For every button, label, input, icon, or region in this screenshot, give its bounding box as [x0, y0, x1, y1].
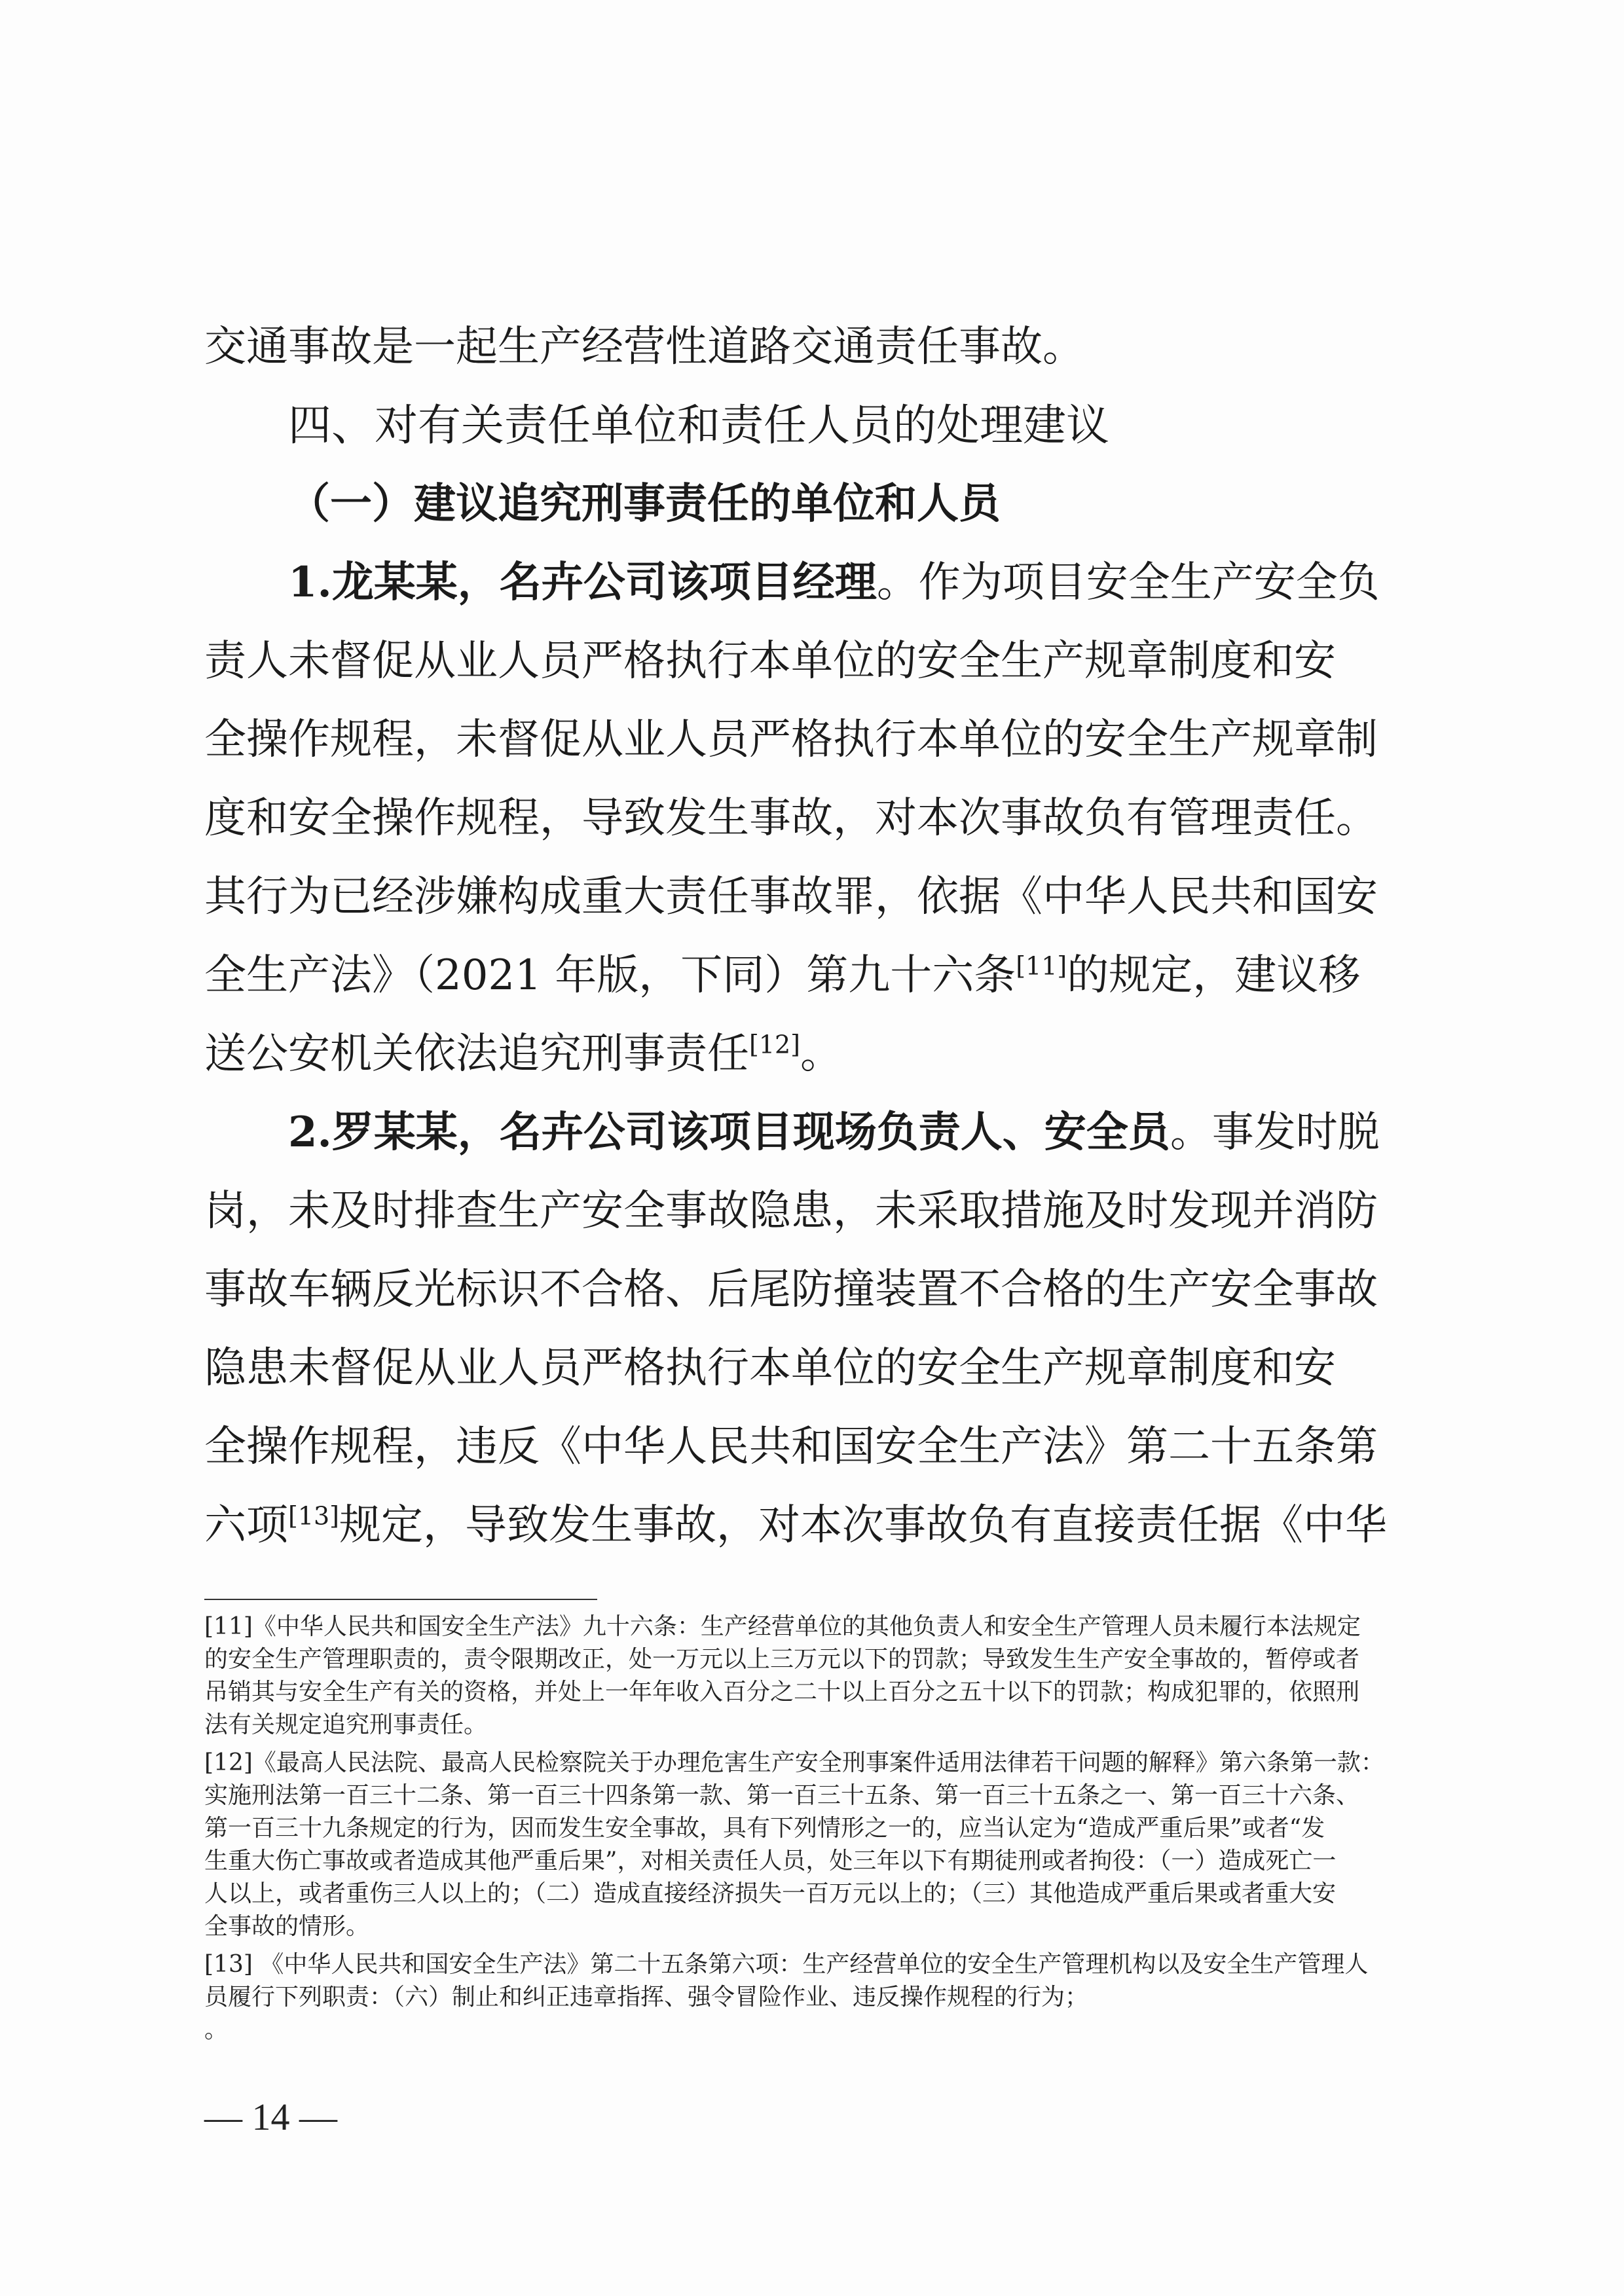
footnote-line: 人以上，或者重伤三人以上的；（二）造成直接经济损失一百万元以上的；（三）其他造成严重后果或者重大安 — [204, 1880, 1337, 1907]
paragraph-text: 。作为项目安全生产安全负 — [876, 558, 1380, 607]
footnote-ref-11[interactable]: [11] — [1016, 951, 1067, 981]
footnote-ref-13[interactable]: [13] — [288, 1501, 340, 1531]
paragraph-line: 其行为已经涉嫌构成重大责任事故罪，依据《中华人民共和国安 — [204, 873, 1378, 921]
page-number: — 14 — — [204, 2096, 337, 2138]
footnote-line: 。 — [204, 2016, 229, 2043]
footnote-line: 法有关规定追究刑事责任。 — [204, 1711, 488, 1738]
subsection-heading: （一）建议追究刑事责任的单位和人员 — [288, 479, 1001, 528]
paragraph-line — [204, 1486, 1414, 1565]
footnote-ref-12[interactable]: [12] — [749, 1030, 801, 1059]
item-2-lead: 2.罗某某，名卉公司该项目现场负责人、安全员 — [288, 1108, 1170, 1157]
paragraph-text: 全生产法》（2021 年版，下同）第九十六条 — [204, 951, 1016, 1000]
paragraph-line: 交通事故是一起生产经营性道路交通责任事故。 — [204, 323, 1084, 371]
footnote-line: 的安全生产管理职责的，责令限期改正，处一万元以上三万元以下的罚款；导致发生生产安全事故的，暂停或者 — [204, 1646, 1360, 1673]
paragraph-text: 。事发时脱 — [1170, 1108, 1380, 1157]
paragraph-text: 。 — [800, 1030, 843, 1078]
paragraph-line: 隐患未督促从业人员严格执行本单位的安全生产规章制度和安 — [204, 1344, 1336, 1393]
footnote-11 — [204, 1611, 1414, 1741]
paragraph-line — [204, 1015, 1414, 1093]
footnote-12 — [204, 1747, 1414, 1943]
footnote-line: [13] 《中华人民共和国安全生产法》第二十五条第六项：生产经营单位的安全生产管理机构以及安全生产管理人 — [204, 1951, 1369, 1978]
item-1-lead: 1.龙某某，名卉公司该项目经理 — [288, 558, 877, 607]
footnote-line: 员履行下列职责：（六）制止和纠正违章指挥、强令冒险作业、违反操作规程的行为； — [204, 1984, 1089, 2011]
footnote-divider — [204, 1599, 597, 1600]
paragraph-text: 送公安机关依法追究刑事责任 — [204, 1030, 749, 1078]
footnote-line: 生重大伤亡事故或者造成其他严重后果”，对相关责任人员，处三年以下有期徒刑或者拘役：（一）造成死亡一 — [204, 1848, 1337, 1874]
paragraph-text: 规定，导致发生事故，对本次事故负有直接责任据《中华 — [339, 1501, 1388, 1550]
footnote-line: 第一百三十九条规定的行为，因而发生安全事故，具有下列情形之一的，应当认定为“造成严重后果”或者“发 — [204, 1815, 1325, 1842]
paragraph-line: 全操作规程，违反《中华人民共和国安全生产法》第二十五条第 — [204, 1423, 1378, 1471]
paragraph-line: 度和安全操作规程，导致发生事故，对本次事故负有管理责任。 — [204, 794, 1378, 843]
paragraph-line: 岗，未及时排查生产安全事故隐患，未采取措施及时发现并消防 — [204, 1187, 1378, 1235]
footnote-line: 吊销其与安全生产有关的资格，并处上一年年收入百分之二十以上百分之五十以下的罚款；构成犯罪的，依照刑 — [204, 1679, 1360, 1705]
section-heading: 四、对有关责任单位和责任人员的处理建议 — [288, 400, 1109, 450]
paragraph-text: 六项 — [204, 1501, 288, 1550]
footnote-line: 实施刑法第一百三十二条、第一百三十四条第一款、第一百三十五条、第一百三十五条之一、第一百三十六条、 — [204, 1782, 1360, 1809]
paragraph-line: 全操作规程，未督促从业人员严格执行本单位的安全生产规章制 — [204, 716, 1378, 764]
item-2-first-line — [204, 1093, 1414, 1172]
paragraph-line — [204, 936, 1414, 1015]
paragraph-text: 的规定，建议移 — [1067, 951, 1361, 1000]
paragraph-line: 责人未督促从业人员严格执行本单位的安全生产规章制度和安 — [204, 637, 1336, 685]
item-1-first-line — [204, 543, 1414, 622]
footnotes — [204, 1611, 1414, 2052]
body-text — [204, 308, 1414, 1565]
footnote-line: 全事故的情形。 — [204, 1913, 370, 1940]
paragraph-line: 事故车辆反光标识不合格、后尾防撞装置不合格的生产安全事故 — [204, 1266, 1378, 1314]
footnote-line: [12]《最高人民法院、最高人民检察院关于办理危害生产安全刑事案件适用法律若干问题的解释》第六条第一款： — [204, 1749, 1384, 1776]
footnote-13 — [204, 1948, 1414, 2047]
footnote-line: [11]《中华人民共和国安全生产法》九十六条：生产经营单位的其他负责人和安全生产管理人员未履行本法规定 — [204, 1613, 1361, 1640]
